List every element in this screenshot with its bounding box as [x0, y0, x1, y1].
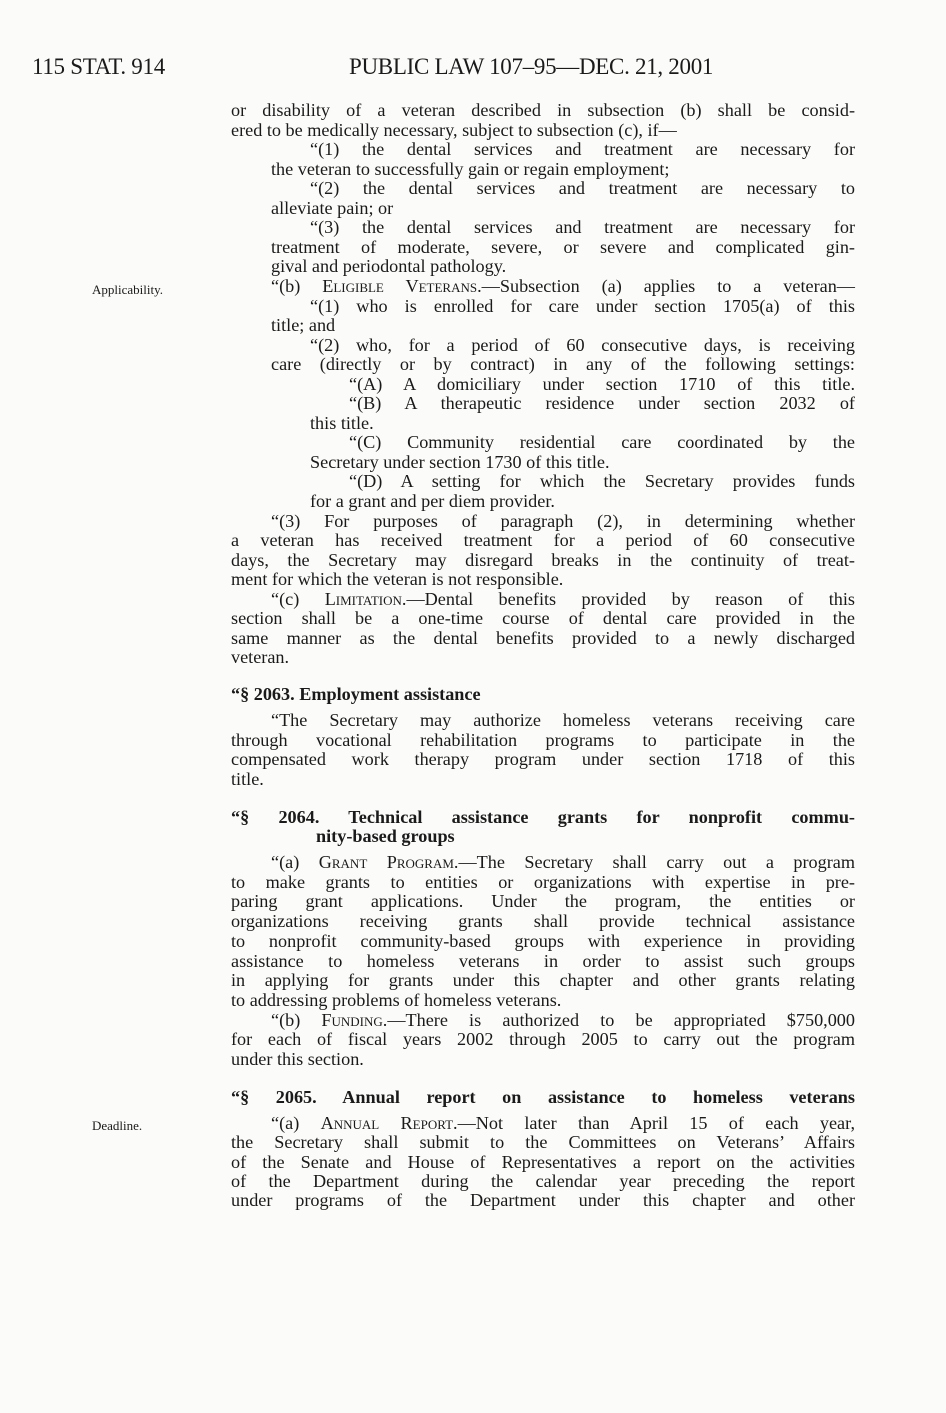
margin-note-applicability: Applicability.: [92, 282, 164, 297]
text-line: “(2) who, for a period of 60 consecutive days, is receiving: [310, 334, 855, 355]
section-heading-line: nity-based groups: [316, 826, 455, 846]
text-line: to make grants to entities or organizations with expertise in pre-: [231, 871, 855, 892]
text-segment: “(c): [271, 588, 325, 609]
text-line: section shall be a one-time course of dental care provided in the: [231, 608, 855, 629]
text-line: of the Senate and House of Representatives a report on the activities: [231, 1151, 855, 1172]
text-line: “(B) A therapeutic residence under section 2032 of: [349, 393, 855, 414]
text-line: to nonprofit community-based groups with experience in providing: [231, 930, 855, 951]
text-line: in applying for grants under this chapter and other grants relating: [231, 970, 855, 991]
text-line: ment for which the veteran is not responsible.: [231, 569, 564, 590]
text-line: through vocational rehabilitation programs to participate in the: [231, 729, 855, 750]
text-line: “(2) the dental services and treatment are necessary to: [310, 178, 855, 199]
text-line: a veteran has received treatment for a period of 60 consecutive: [231, 530, 855, 551]
text-line: care (directly or by contract) in any of the following settings:: [271, 354, 855, 375]
text-line: title; and: [271, 315, 336, 336]
section-heading-line: “§ 2065. Annual report on assistance to homeless veterans: [231, 1087, 855, 1107]
text-line: ered to be medically necessary, subject to subsection (c), if—: [231, 119, 677, 140]
text-line: “(C) Community residential care coordinated by the: [349, 432, 855, 453]
text-segment: “(b): [271, 275, 323, 296]
text-line: Secretary under section 1730 of this title.: [310, 451, 610, 472]
text-line: [271, 589, 855, 609]
text-segment: “(a): [271, 1113, 321, 1133]
text-line: for each of fiscal years 2002 through 2005 to carry out the program: [231, 1029, 855, 1050]
text-segment: .—Dental benefits provided by reason of this: [401, 588, 855, 609]
text-line: this title.: [310, 412, 374, 433]
text-line: assistance to homeless veterans in order to assist such groups: [231, 950, 855, 971]
text-line: days, the Secretary may disregard breaks in the continuity of treat-: [231, 549, 855, 570]
text-segment: .—Not later than April 15 of each year,: [453, 1113, 855, 1133]
text-line: veteran.: [231, 647, 290, 668]
text-segment: .—The Secretary shall carry out a program: [453, 852, 855, 872]
text-line: under programs of the Department under this chapter and other: [231, 1190, 855, 1211]
section-heading-line: “§ 2064. Technical assistance grants for nonprofit commu-: [231, 807, 855, 827]
text-line: the veteran to successfully gain or regain employment;: [271, 158, 670, 179]
text-line: the Secretary shall submit to the Committees on Veterans’ Affairs: [231, 1132, 855, 1153]
text-segment: “(a): [271, 852, 319, 872]
text-segment: Grant Program: [318, 852, 454, 872]
text-segment: “(b): [271, 1010, 322, 1030]
text-line: or disability of a veteran described in subsection (b) shall be consid-: [231, 100, 855, 120]
text-line: under this section.: [231, 1048, 364, 1069]
text-line: [271, 1010, 855, 1030]
text-line: alleviate pain; or: [271, 197, 394, 218]
text-line: [271, 1113, 855, 1133]
page-stat-number: 115 STAT. 914: [32, 54, 165, 79]
text-segment: .—Subsection (a) applies to a veteran—: [477, 275, 855, 296]
text-line: of the Department during the calendar year preceding the report: [231, 1170, 855, 1191]
text-line: “The Secretary may authorize homeless veterans receiving care: [271, 710, 855, 730]
text-line: treatment of moderate, severe, or severe and complicated gin-: [271, 236, 855, 257]
text-segment: Annual Report: [320, 1113, 454, 1133]
margin-note-deadline: Deadline.: [92, 1118, 143, 1133]
text-line: gival and periodontal pathology.: [271, 256, 507, 277]
text-segment: .—There is authorized to be appropriated $750,000: [382, 1010, 855, 1030]
text-segment: Eligible Veterans: [322, 275, 478, 296]
text-line: “(1) who is enrolled for care under section 1705(a) of this: [310, 295, 855, 316]
text-line: to addressing problems of homeless veterans.: [231, 989, 562, 1010]
text-line: “(A) A domiciliary under section 1710 of this title.: [349, 373, 855, 394]
text-line: compensated work therapy program under section 1718 of this: [231, 749, 855, 770]
text-segment: Funding: [321, 1010, 383, 1030]
running-header-title: PUBLIC LAW 107–95—DEC. 21, 2001: [349, 54, 714, 79]
text-line: “(3) the dental services and treatment are necessary for: [310, 217, 855, 238]
text-line: title.: [231, 768, 264, 789]
text-line: [271, 276, 855, 296]
text-line: organizations receiving grants shall provide technical assistance: [231, 911, 855, 932]
text-line: for a grant and per diem provider.: [310, 491, 555, 511]
text-line: “(D) A setting for which the Secretary provides funds: [349, 471, 855, 492]
section-heading-line: “§ 2063. Employment assistance: [231, 684, 481, 704]
text-line: paring grant applications. Under the program, the entities or: [231, 891, 855, 912]
text-line: “(1) the dental services and treatment are necessary for: [310, 139, 855, 160]
text-segment: Limitation: [324, 588, 402, 609]
text-line: “(3) For purposes of paragraph (2), in determining whether: [271, 510, 855, 531]
text-line: same manner as the dental benefits provided to a newly discharged: [231, 627, 855, 648]
text-line: [271, 852, 855, 872]
